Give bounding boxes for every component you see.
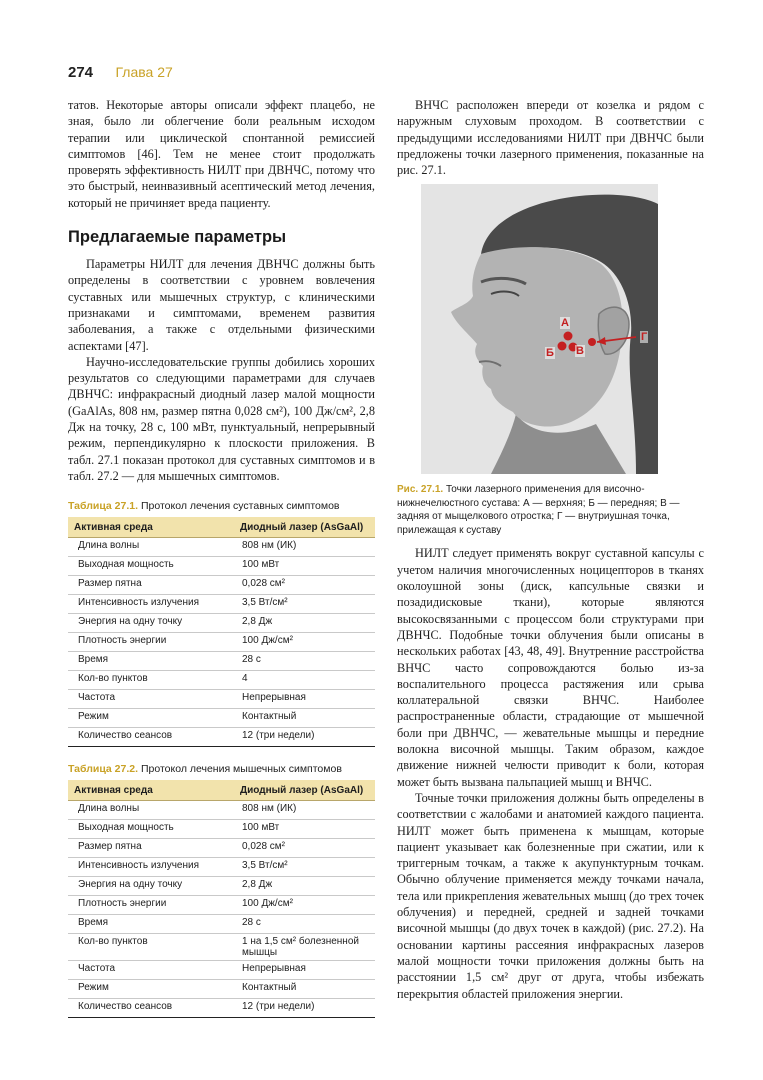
table-row: [68, 633, 375, 652]
value-cell: 2,8 Дж: [234, 877, 375, 896]
parameter-cell: Выходная мощность: [68, 820, 234, 839]
table-row: [68, 709, 375, 728]
parameter-cell: Режим: [68, 980, 234, 999]
label-v: В: [576, 345, 584, 358]
table-number: Таблица 27.2.: [68, 763, 139, 776]
table-row: [68, 915, 375, 934]
paragraph: НИЛТ следует применять вокруг суставной капсулы с учетом наличия многочисленных ноцицепторов в тканях околоушной зоны (диск, капсульные связки и позадидисковые ткани), которые являются высокосвязанными с процессом боли структурами при ДВНЧС. Подобные точки облучения были описаны в нескольких работах [43, 48, 49]. Внутренние расстройства ВНЧС часто сопровождаются болью из-за воспалительного процесса растяжения или срыва коллатеральной связки ВНЧС. Наиболее распространенные области, страдающие от мышечной боли при ДВНЧС, — жевательные мышцы и передние волокна височной мышцы. Таким образом, каждое движение нижней челюсти приводит к боли, которая может быть вызвана пальпацией мышц и ВНЧС.: [397, 546, 704, 789]
paragraph: ВНЧС расположен впереди от козелка и рядом с наружным слуховым проходом. В соответствии с предыдущими исследованиями НИЛТ при ДВНЧС были предложены точки лазерного применения, показанные на рис. 27.1.: [397, 98, 704, 178]
table-row: [68, 538, 375, 557]
label-a: А: [561, 317, 569, 330]
table-row: [68, 557, 375, 576]
column-header: Диодный лазер (AsGaAl): [234, 517, 375, 538]
table-row: [68, 999, 375, 1018]
value-cell: 0,028 см²: [234, 839, 375, 858]
value-cell: 808 нм (ИК): [234, 801, 375, 820]
value-cell: 100 Дж/см²: [234, 633, 375, 652]
parameter-cell: Количество сеансов: [68, 728, 234, 747]
table-row: [68, 839, 375, 858]
table-header-row: [68, 517, 375, 538]
table-row: [68, 896, 375, 915]
value-cell: Непрерывная: [234, 690, 375, 709]
parameter-cell: Плотность энергии: [68, 896, 234, 915]
value-cell: 100 мВт: [234, 557, 375, 576]
parameter-cell: Плотность энергии: [68, 633, 234, 652]
table-title: Протокол лечения мышечных симптомов: [140, 763, 342, 776]
paragraph: Параметры НИЛТ для лечения ДВНЧС должны быть определены в соответствии с уровнем вовлечения суставных или мышечных структур, с клиническими признаками и симптомами, временем развития заболевания, а также с отдельными физическими аспектами [47].: [68, 257, 375, 353]
value-cell: Контактный: [234, 709, 375, 728]
section-title: Предлагаемые параметры: [68, 228, 287, 247]
value-cell: 3,5 Вт/см²: [234, 595, 375, 614]
value-cell: Непрерывная: [234, 961, 375, 980]
figure-caption-text: Точки лазерного применения для височно-нижнечелюстного сустава: А — верхняя; Б — передняя; В — задняя от мыщелкового отростка; Г — внутриушная точка, прилежащая к суставу: [397, 484, 680, 536]
paragraph: татов. Некоторые авторы описали эффект плацебо, не зная, было ли облегчение боли реальным исходом терапии или циклической спонтанной ремиссией симптомов [46]. Тем не менее стоит продолжать проверять эффективность НИЛТ при ДВНЧС, потому что это быстрый, неинвазивный асептический метод лечения, который не причиняет вреда пациенту.: [68, 98, 375, 210]
parameter-cell: Энергия на одну точку: [68, 877, 234, 896]
parameter-cell: Энергия на одну точку: [68, 614, 234, 633]
figure-number: Рис. 27.1.: [397, 484, 444, 496]
parameter-cell: Выходная мощность: [68, 557, 234, 576]
protocol-table-joint: [68, 517, 375, 747]
value-cell: 808 нм (ИК): [234, 538, 375, 557]
table-row: [68, 934, 375, 961]
label-g: Г: [641, 331, 648, 344]
table-row: [68, 858, 375, 877]
column-header: Активная среда: [68, 517, 234, 538]
value-cell: 28 с: [234, 652, 375, 671]
label-b: Б: [546, 347, 554, 360]
right-column: [397, 97, 704, 1002]
table-title: Протокол лечения суставных симптомов: [140, 500, 340, 513]
parameter-cell: Время: [68, 652, 234, 671]
parameter-cell: Длина волны: [68, 801, 234, 820]
table-number: Таблица 27.1.: [68, 500, 139, 513]
value-cell: 1 на 1,5 см² болезненной мышцы: [234, 934, 375, 961]
parameter-cell: Количество сеансов: [68, 999, 234, 1018]
table-row: [68, 690, 375, 709]
table-row: [68, 877, 375, 896]
laser-point-b: [558, 342, 567, 351]
table-row: [68, 595, 375, 614]
chapter-title: Глава 27: [115, 64, 173, 80]
parameter-cell: Размер пятна: [68, 576, 234, 595]
protocol-table-muscle: [68, 780, 375, 1018]
figure-face-photo: [421, 184, 658, 474]
parameter-cell: Размер пятна: [68, 839, 234, 858]
table-row: [68, 671, 375, 690]
paragraph: Точные точки приложения должны быть определены в соответствии с жалобами и анатомией каждого пациента. НИЛТ может быть применена к мышцам, которые пациент указывает как болезненные при сжатии, или к триггерным точкам, а также к акупунктурным точкам. Обычно облучение применяется между точками начала, тела или прикрепления жевательных мышц (до трех точек облучения) и передней, средней и задней точками височной мышцы (до двух точек в каждой) (рис. 27.2). На основании картины рассеяния инфракрасных лазеров малой мощности точки приложения должны быть на расстоянии 1,5 см² друг от друга, чтобы избежать перекрытия областей приложения энергии.: [397, 790, 704, 1001]
parameter-cell: Интенсивность излучения: [68, 858, 234, 877]
table-row: [68, 980, 375, 999]
value-cell: 28 с: [234, 915, 375, 934]
page-header: [68, 64, 173, 84]
table-row: [68, 652, 375, 671]
face-profile-illustration: [421, 184, 658, 474]
value-cell: 2,8 Дж: [234, 614, 375, 633]
laser-point-g: [588, 338, 596, 346]
table-row: [68, 728, 375, 747]
parameter-cell: Кол-во пунктов: [68, 671, 234, 690]
column-header: Активная среда: [68, 780, 234, 801]
left-column: [68, 97, 375, 1018]
value-cell: 100 Дж/см²: [234, 896, 375, 915]
value-cell: 12 (три недели): [234, 999, 375, 1018]
table-row: [68, 614, 375, 633]
value-cell: 3,5 Вт/см²: [234, 858, 375, 877]
figure-caption: [397, 483, 704, 537]
table-row: [68, 801, 375, 820]
parameter-cell: Кол-во пунктов: [68, 934, 234, 961]
paragraph: Научно-исследовательские группы добились хороших результатов со следующими параметрами для случаев ДВНЧС: инфракрасный диодный лазер малой мощности (GaAlAs, 808 нм, размер пятна 0,028 см²), 100 Дж/см², 2,8 Дж на точку, 28 с, 100 мВт, пунктуальный, непрерывный режим, перпендикулярно к плоскости приложения. В табл. 27.1 показан протокол для суставных симптомов и в табл. 27.2 — для мышечных симптомов.: [68, 354, 375, 483]
parameter-cell: Интенсивность излучения: [68, 595, 234, 614]
page-number: 274: [68, 64, 94, 81]
value-cell: 0,028 см²: [234, 576, 375, 595]
table-caption: [68, 500, 375, 512]
value-cell: 12 (три недели): [234, 728, 375, 747]
parameter-cell: Время: [68, 915, 234, 934]
value-cell: Контактный: [234, 980, 375, 999]
table-row: [68, 961, 375, 980]
table-caption: [68, 763, 375, 775]
table-row: [68, 576, 375, 595]
value-cell: 100 мВт: [234, 820, 375, 839]
value-cell: 4: [234, 671, 375, 690]
parameter-cell: Частота: [68, 690, 234, 709]
parameter-cell: Длина волны: [68, 538, 234, 557]
column-header: Диодный лазер (AsGaAl): [234, 780, 375, 801]
laser-point-a: [564, 332, 573, 341]
parameter-cell: Режим: [68, 709, 234, 728]
table-row: [68, 820, 375, 839]
table-header-row: [68, 780, 375, 801]
parameter-cell: Частота: [68, 961, 234, 980]
